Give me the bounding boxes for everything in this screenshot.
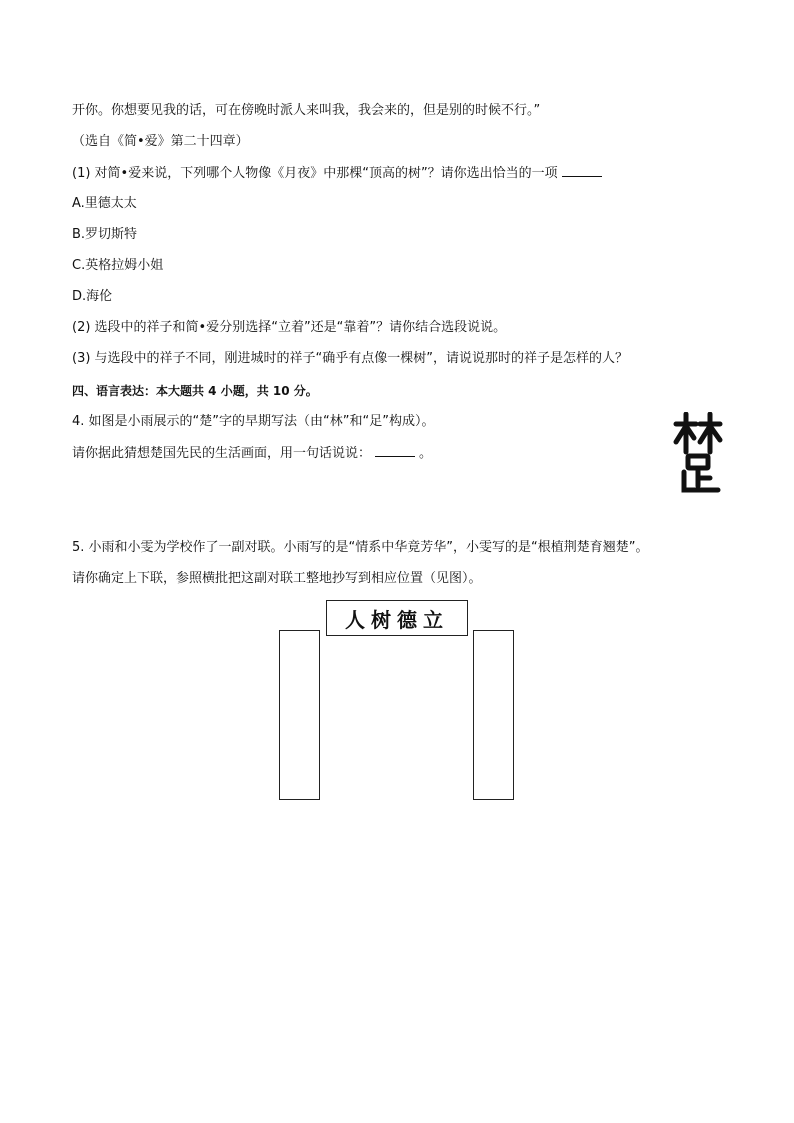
couplet-banner (326, 600, 468, 636)
question-4-text: 请你据此猜想楚国先民的生活画面，用一句话说说： (72, 446, 372, 461)
option-b: B.罗切斯特 (72, 227, 138, 242)
source-note: （选自《简•爱》第二十四章） (72, 134, 249, 149)
question-2: (2) 选段中的祥子和简•爱分别选择“立着”还是“靠着”？请你结合选段说说。 (72, 320, 507, 335)
option-d: D.海伦 (72, 289, 113, 304)
question-3: (3) 与选段中的祥子不同，刚进城时的祥子“确乎有点像一棵树”，请说说那时的祥子是怎样的人？ (72, 351, 629, 366)
question-4-line-2 (72, 444, 432, 463)
question-5-line-1: 5. 小雨和小雯为学校作了一副对联。小雨写的是“情系中华竟芳华”，小雯写的是“根植荆楚育翘楚”。 (72, 540, 649, 555)
question-5-line-2: 请你确定上下联，参照横批把这副对联工整地抄写到相应位置（见图）。 (72, 571, 482, 586)
couplet-left-scroll[interactable] (279, 630, 320, 800)
couplet-banner-text: 人树德立 (345, 607, 449, 632)
question-4-end: 。 (419, 446, 433, 461)
option-a: A.里德太太 (72, 196, 137, 211)
answer-blank-1[interactable] (562, 164, 602, 177)
question-1-text: (1) 对简•爱来说，下列哪个人物像《月夜》中那棵“顶高的树”？请你选出恰当的一项 (72, 166, 558, 181)
couplet-right-scroll[interactable] (473, 630, 514, 800)
question-1 (72, 164, 606, 183)
answer-blank-4[interactable] (375, 444, 415, 457)
passage-end-line: 开你。你想要见我的话，可在傍晚时派人来叫我，我会来的，但是别的时候不行。” (72, 103, 541, 118)
question-4-line-1: 4. 如图是小雨展示的“楚”字的早期写法（由“林”和“足”构成）。 (72, 414, 435, 429)
option-c: C.英格拉姆小姐 (72, 258, 164, 273)
ancient-chu-character-icon (672, 412, 724, 496)
section-4-heading: 四、语言表达：本大题共 4 小题，共 10 分。 (72, 384, 318, 398)
